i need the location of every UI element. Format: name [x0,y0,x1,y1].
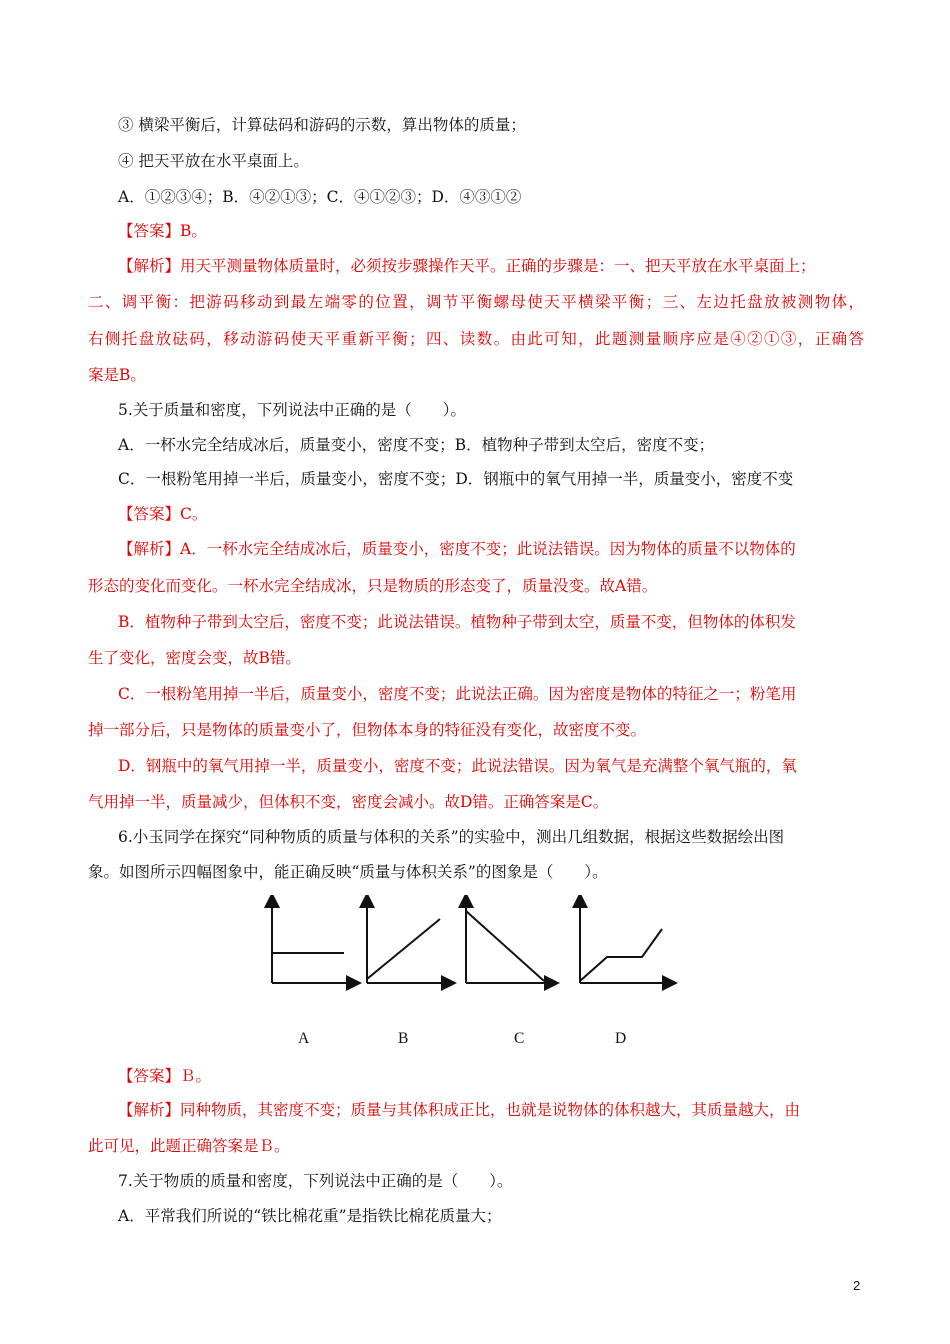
mass-volume-graphs [262,895,682,995]
option-step-4: ④ 把天平放在水平桌面上。 [118,152,309,170]
graph-b [367,900,449,983]
analysis-q5-line8: 气用掉一半，质量减少，但体积不变，密度会减小。故D错。正确答案是C。 [88,793,609,811]
analysis-tag: 【解析】 [118,257,181,275]
analysis-q5-line7: D．钢瓶中的氧气用掉一半，质量变小，密度不变；此说法错误。因为氧气是充满整个氧气瓶的，氧 [118,757,797,775]
analysis-q5-line5: C．一根粉笔用掉一半后，质量变小，密度不变；此说法正确。因为密度是物体的特征之一；粉笔用 [118,685,797,703]
choices-q5-cd: C．一根粉笔用掉一半后，质量变小，密度不变；D．钢瓶中的氧气用掉一半，质量变小，密度不变 [118,470,794,488]
analysis-text: 用天平测量物体质量时，必须按步骤操作天平。正确的步骤是：一、把天平放在水平桌面上； [180,257,816,275]
analysis-q5-line6: 掉一部分后，只是物体的质量变小了，但物体本身的特征没有变化，故密度不变。 [88,721,647,739]
answer-text: Ｂ。 [180,1067,212,1085]
graph-a [272,900,354,983]
graph-c [466,900,552,983]
question-6-line2: 象。如图所示四幅图象中，能正确反映“质量与体积关系”的图象是（ ）。 [88,863,608,881]
graph-label-d: D [615,1030,627,1047]
analysis-tag: 【解析】 [118,1101,181,1119]
analysis-text: A．一杯水完全结成冰后，质量变小，密度不变；此说法错误。因为物体的质量不以物体的 [180,540,796,558]
answer-tag: 【答案】 [118,1067,181,1085]
answer-text: C。 [180,505,208,523]
question-5: 5.关于质量和密度，下列说法中正确的是（ ）。 [118,401,467,419]
analysis-q5-line4: 生了变化，密度会变，故B错。 [88,649,301,667]
answer-q6 [118,1065,211,1087]
answer-tag: 【答案】 [118,222,181,240]
analysis-tag: 【解析】 [118,540,181,558]
graph-label-b: B [398,1030,409,1047]
analysis-q6-line2: 此可见，此题正确答案是Ｂ。 [88,1137,290,1155]
graph-d [580,900,670,983]
analysis-q4-line2: 二、调平衡：把游码移动到最左端零的位置，调节平衡螺母使天平横梁平衡；三、左边托盘放被测物体， [88,293,864,311]
choices-q4: A．①②③④；B．④②①③；C．④①②③；D．④③①② [118,188,522,206]
option-step-3: ③ 横梁平衡后，计算砝码和游码的示数，算出物体的质量； [118,116,526,134]
analysis-q5-line2: 形态的变化而变化。一杯水完全结成冰，只是物质的形态变了，质量没变。故A错。 [88,577,658,595]
answer-tag: 【答案】 [118,505,181,523]
answer-text: B。 [180,222,207,240]
analysis-q4-line1 [118,255,816,277]
answer-q4 [118,220,207,242]
analysis-q5-line1 [118,538,796,560]
analysis-text: 同种物质，其密度不变；质量与其体积成正比，也就是说物体的体积越大，其质量越大，由 [180,1101,801,1119]
question-6-line1: 6.小玉同学在探究“同种物质的质量与体积的关系”的实验中，测出几组数据，根据这些数据绘出图 [118,828,785,846]
analysis-q4-line4: 案是B。 [88,366,146,384]
choice-q7-a: A．平常我们所说的“铁比棉花重”是指铁比棉花质量大； [118,1207,502,1225]
graph-label-c: C [514,1030,525,1047]
analysis-q5-line3: B．植物种子带到太空后，密度不变；此说法错误。植物种子带到太空，质量不变，但物体的体积发 [118,613,796,631]
answer-q5 [118,503,207,525]
question-7: 7.关于物质的质量和密度，下列说法中正确的是（ ）。 [118,1172,513,1190]
choices-q5-ab: A．一杯水完全结成冰后，质量变小，密度不变；B．植物种子带到太空后，密度不变； [118,436,715,454]
graph-label-a: A [298,1030,310,1047]
analysis-q6-line1 [118,1099,800,1121]
analysis-q4-line3: 右侧托盘放砝码，移动游码使天平重新平衡；四、读数。由此可知，此题测量顺序应是④②①③，正确答 [88,330,864,348]
page-number: 2 [853,1278,861,1293]
